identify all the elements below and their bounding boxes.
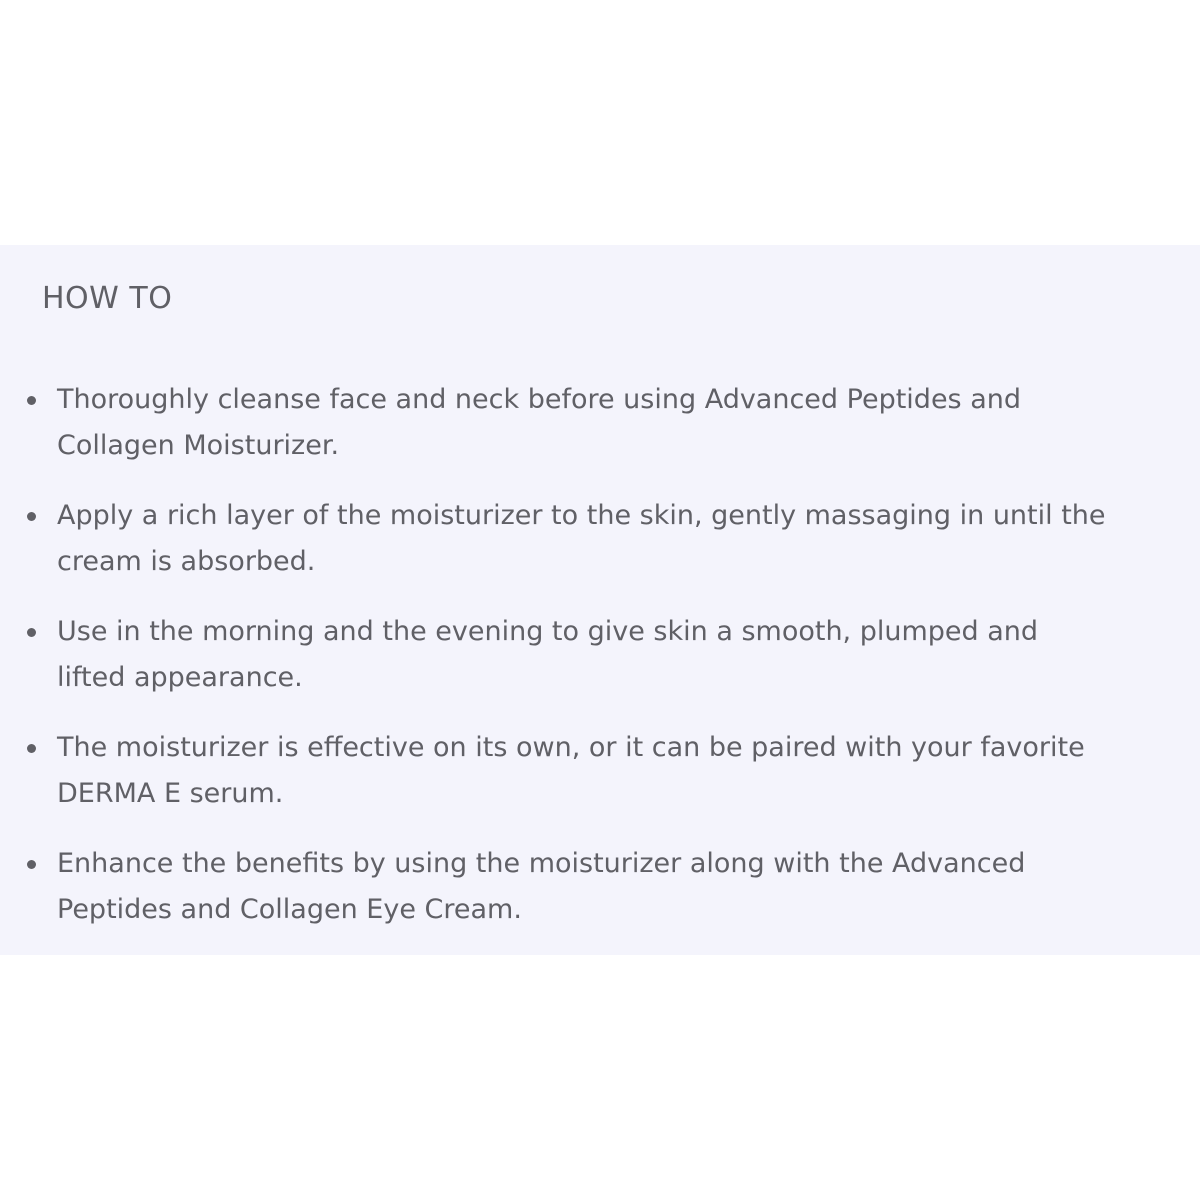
list-item: [0, 725, 1200, 817]
how-to-section: [0, 245, 1200, 955]
list-item-line: Enhance the benefits by using the moisturizer along with the Advanced: [57, 848, 1026, 879]
list-item-line: cream is absorbed.: [57, 546, 316, 577]
list-item-line: Collagen Moisturizer.: [57, 430, 340, 461]
list-item: [0, 377, 1200, 469]
list-item: [0, 609, 1200, 701]
list-item-line: lifted appearance.: [57, 662, 303, 693]
bullet-icon: [27, 512, 36, 521]
how-to-list: [0, 377, 1200, 957]
list-item-line: Apply a rich layer of the moisturizer to the skin, gently massaging in until the: [57, 500, 1106, 531]
bullet-icon: [27, 628, 36, 637]
bullet-icon: [27, 860, 36, 869]
list-item-line: Peptides and Collagen Eye Cream.: [57, 894, 522, 925]
list-item: [0, 841, 1200, 933]
list-item-line: DERMA E serum.: [57, 778, 284, 809]
list-item-line: Thoroughly cleanse face and neck before using Advanced Peptides and: [57, 384, 1021, 415]
list-item-line: The moisturizer is effective on its own, or it can be paired with your favorite: [57, 732, 1085, 763]
bullet-icon: [27, 744, 36, 753]
bullet-icon: [27, 396, 36, 405]
list-item-line: Use in the morning and the evening to give skin a smooth, plumped and: [57, 616, 1039, 647]
how-to-heading: HOW TO: [42, 281, 173, 316]
list-item: [0, 493, 1200, 585]
